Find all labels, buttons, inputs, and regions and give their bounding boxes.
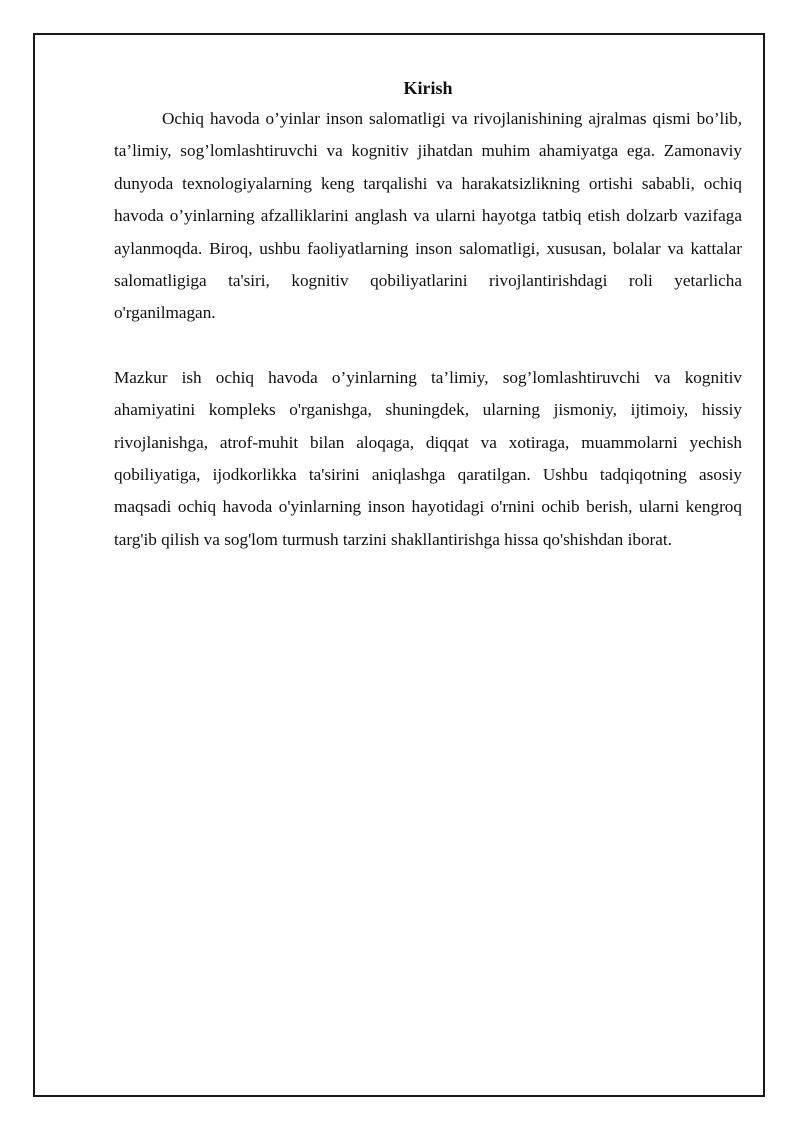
- intro-paragraph-1: Ochiq havoda o’yinlar inson salomatligi va rivojlanishining ajralmas qismi bo’lib, ta’limiy, sog’lomlashtiruvchi va kognitiv jihatdan muhim ahamiyatga ega. Zamonaviy dunyoda texnologiyalarning keng tarqalishi va harakatsizlikning ortishi sababli, ochiq havoda o’yinlarning afzalliklarini anglash va ularni hayotga tatbiq etish dolzarb vazifaga aylanmoqda. Biroq, ushbu faoliyatlarning inson salomatligi, xususan, bolalar va kattalar salomatligiga ta'siri, kognitiv qobiliyatlarini rivojlantirishdagi roli yetarlicha o'rganilmagan.: [114, 109, 742, 323]
- document-body: [114, 74, 742, 556]
- intro-paragraph-2: Mazkur ish ochiq havoda o’yinlarning ta’limiy, sog’lomlashtiruvchi va kognitiv ahamiyatini kompleks o'rganishga, shuningdek, ularning jismoniy, ijtimoiy, hissiy rivojlanishga, atrof-muhit bilan aloqaga, diqqat va xotiraga, muammolarni yechish qobiliyatiga, ijodkorlikka ta'sirini aniqlashga qaratilgan. Ushbu tadqiqotning asosiy maqsadi ochiq havoda o'yinlarning inson hayotidagi o'rnini ochib berish, ularni kengroq targ'ib qilish va sog'lom turmush tarzini shakllantirishga hissa qo'shishdan iborat.: [114, 367, 742, 549]
- document-title: Kirish: [403, 78, 453, 98]
- paragraph-gap: [114, 330, 742, 362]
